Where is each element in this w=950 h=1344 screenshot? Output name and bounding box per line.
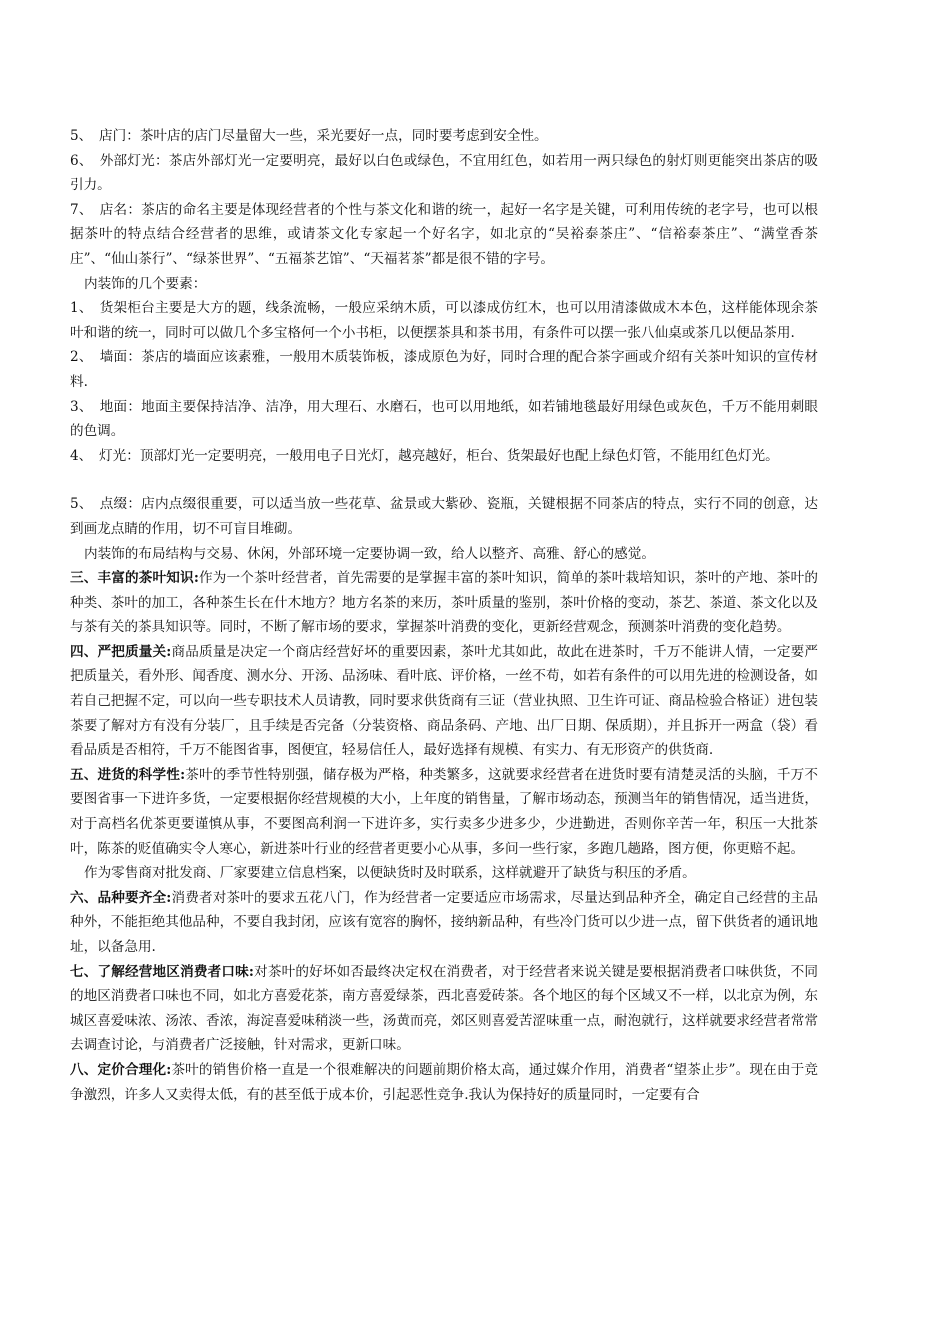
section-paragraph	[70, 640, 818, 763]
paragraph-text: 茶叶的销售价格一直是一个很难解决的问题前期价格太高，通过媒介作用，消费者“望茶止步”。现在由于竞争激烈，许多人又卖得太低，有的甚至低于成本价，引起恶性竞争.我认为保持好的质量同时，一定要有合	[70, 1061, 818, 1103]
section-heading: 六、品种要齐全:	[70, 889, 172, 906]
section-heading: 四、严把质量关:	[70, 643, 172, 660]
document-body	[70, 124, 818, 1107]
section-heading: 八、定价合理化:	[70, 1061, 172, 1078]
paragraph	[70, 395, 818, 444]
paragraph-text: 商品质量是决定一个商店经营好坏的重要因素，茶叶尤其如此，故此在进茶时，千万不能讲人情，一定要严把质量关，看外形、闻香度、测水分、开汤、品汤味、看叶底、评价格，一丝不苟，如若有条件的可以用先进的检测设备，如若自己把握不定，可以向一些专职技术人员请教，同时要求供货商有三证（营业执照、卫生许可证、商品检验合格证）进包装茶要了解对方有没有分装厂，且手续是否完备（分装资格、商品条码、产地、出厂日期、保质期），并且拆开一两盒（袋）看看品质是否相符，千万不能图省事，图便宜，轻易信任人，最好选择有规模、有实力、有无形资产的供货商.	[70, 643, 818, 759]
section-paragraph	[70, 1058, 818, 1107]
paragraph-text: 2、 墙面：茶店的墙面应该素雅，一般用木质装饰板，漆成原色为好，同时合理的配合茶字画或介绍有关茶叶知识的宣传材料.	[70, 349, 818, 390]
paragraph-text: 内装饰的布局结构与交易、休闲，外部环境一定要协调一致，给人以整齐、高雅、舒心的感觉。	[84, 545, 655, 562]
paragraph	[70, 198, 818, 272]
paragraph-text: 3、 地面：地面主要保持洁净、洁净，用大理石、水磨石，也可以用地纸，如若铺地毯最好用绿色或灰色，千万不能用刺眼的色调。	[70, 398, 818, 440]
section-heading: 三、丰富的茶叶知识:	[70, 570, 199, 587]
paragraph-text: 茶叶的季节性特别强，储存极为严格，种类繁多，这就要求经营者在进货时要有清楚灵活的头脑，千万不要图省事一下进许多货，一定要根据你经营规模的大小，上年度的销售量，了解市场动态，预测当年的销售情况，适当进货，对于高档名优茶更要谨慎从事，不要图高利润一下进许多，实行卖多少进多少，少进勤进，否则你辛苦一年，积压一大批茶叶，陈茶的贬值确实令人寒心，新进茶叶行业的经营者更要小心从事，多问一些行家，多跑几趟路，图方便，你更赔不起。	[70, 766, 818, 857]
paragraph-text: 内装饰的几个要素：	[84, 275, 207, 292]
paragraph	[70, 492, 818, 541]
section-heading: 五、进货的科学性:	[70, 766, 186, 783]
paragraph-text: 7、 店名：茶店的命名主要是体现经营者的个性与茶文化和谐的统一，起好一名字是关键，可利用传统的老字号，也可以根据茶叶的特点结合经营者的思维，或请茶文化专家起一个好名字，如北京的“吴裕泰茶庄”、“信裕泰茶庄”、“满堂香茶庄”、“仙山茶行”、“绿茶世界”、“五福茶艺馆”、“天福茗茶”都是很不错的字号。	[70, 201, 818, 267]
paragraph	[70, 345, 818, 394]
paragraph	[70, 444, 818, 469]
paragraph-text: 6、 外部灯光：茶店外部灯光一定要明亮，最好以白色或绿色，不宜用红色，如若用一两只绿色的射灯则更能突出茶店的吸引力。	[70, 152, 818, 194]
paragraph	[70, 124, 818, 149]
paragraph	[70, 149, 818, 198]
section-paragraph	[70, 566, 818, 640]
paragraph	[70, 272, 818, 297]
section-paragraph	[70, 763, 818, 861]
section-paragraph	[70, 960, 818, 1058]
paragraph-text: 作为一个茶叶经营者，首先需要的是掌握丰富的茶叶知识，简单的茶叶栽培知识，茶叶的产地、茶叶的种类、茶叶的加工，各种茶生长在什木地方？地方名茶的来历，茶叶质量的鉴别，茶叶价格的变动，茶艺、茶道、茶文化以及与茶有关的茶具知识等。同时，不断了解市场的要求，掌握茶叶消费的变化，更新经营观念，预测茶叶消费的变化趋势。	[70, 570, 818, 636]
blank-line	[70, 468, 818, 492]
paragraph	[70, 861, 818, 886]
paragraph-text: 消费者对茶叶的要求五花八门，作为经营者一定要适应市场需求，尽量达到品种齐全，确定自己经营的主品种外，不能拒绝其他品种，不要自我封闭，应该有宽容的胸怀，接纳新品种，有些冷门货可以少进一点，留下供货者的通讯地址，以备急用.	[70, 889, 818, 955]
paragraph	[70, 296, 818, 345]
paragraph-text: 4、 灯光：顶部灯光一定要明亮，一般用电子日光灯，越亮越好，柜台、货架最好也配上绿色灯管，不能用红色灯光。	[70, 447, 779, 464]
paragraph	[70, 542, 818, 567]
paragraph-text: 对茶叶的好坏如否最终决定权在消费者，对于经营者来说关键是要根据消费者口味供货，不同的地区消费者口味也不同，如北方喜爱花茶，南方喜爱绿茶，西北喜爱砖茶。各个地区的每个区域又不一样，以北京为例，东城区喜爱味浓、汤浓、香浓，海淀喜爱味稍淡一些，汤黄而亮，郊区则喜爱苦涩味重一点，耐泡就行，这样就要求经营者常常去调查讨论，与消费者广泛接触，针对需求，更新口味。	[70, 963, 818, 1054]
section-paragraph	[70, 886, 818, 960]
paragraph-text: 5、 店门：茶叶店的店门尽量留大一些，采光要好一点，同时要考虑到安全性。	[70, 128, 548, 144]
paragraph-text: 5、 点缀：店内点缀很重要，可以适当放一些花草、盆景或大紫砂、瓷瓶，关键根据不同茶店的特点，实行不同的创意，达到画龙点睛的作用，切不可盲目堆砌。	[70, 496, 818, 537]
paragraph-text: 作为零售商对批发商、厂家要建立信息档案，以便缺货时及时联系，这样就避开了缺货与积压的矛盾。	[84, 865, 696, 882]
section-heading: 七、了解经营地区消费者口味:	[70, 963, 254, 980]
paragraph-text: 1、 货架柜台主要是大方的题，线条流畅，一般应采纳木质，可以漆成仿红木，也可以用清漆做成木本色，这样能体现余茶叶和谐的统一，同时可以做几个多宝格何一个小书柜，以便摆茶具和茶书用，有条件可以摆一张八仙桌或茶几以便品茶用.	[70, 300, 818, 341]
